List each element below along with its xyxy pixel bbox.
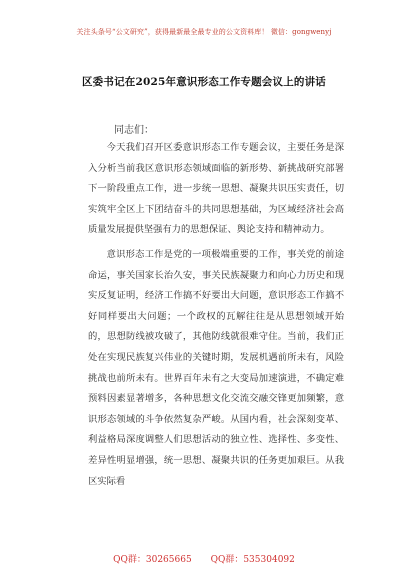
paragraph-2: 意识形态工作是党的一项极端重要的工作，事关党的前途命运，事关国家长治久安，事关民族凝聚力和向心力历史和现实反复证明，经济工作搞不好要出大问题，意识形态工作搞不好同样要出大问题；一个政权的瓦解往往是从思想领域开始的，思想防线被攻破了，其他防线就很难守住。当前，我们正处在实现民族复兴伟业的关键时期，发展机遇前所未有，风险挑战也前所未有。世界百年未有之大变局加速演进，不确定难预料因素显著增多，各种思想文化交流交融交锋更加频繁，意识形态领域的斗争依然复杂严峻。从国内看，社会深刻变革、利益格局深度调整人们思想活动的独立性、选择性、多变性、差异性明显增强，统一思想、凝聚共识的任务更加艰巨。从我区实际看 xyxy=(88,248,344,487)
paragraph-1: 今天我们召开区委意识形态工作专题会议，主要任务是深入分析当前我区意识形态领域面临的新形势、新挑战研究部署下一阶段重点工作，进一步统一思想、凝聚共识压实责任，切实筑牢全区上下团结奋斗的共同思想基础，为区域经济社会高质量发展提供坚强有力的思想保证、舆论支持和精神动力。 xyxy=(88,142,344,236)
footer-contacts xyxy=(0,552,408,565)
header-promo-note: 关注头条号“公文研究”，获得最新最全最专业的公文资料库！ 微信：gongwenyj xyxy=(76,28,332,36)
document-title: 区委书记在2025年意识形态工作专题会议上的讲话 xyxy=(81,76,327,88)
footer-qq-group-1: QQ群：30265665 xyxy=(113,555,192,565)
salutation: 同志们： xyxy=(114,125,154,136)
document-body xyxy=(88,138,344,496)
footer-qq-group-2: QQ群：535304092 xyxy=(210,555,295,565)
